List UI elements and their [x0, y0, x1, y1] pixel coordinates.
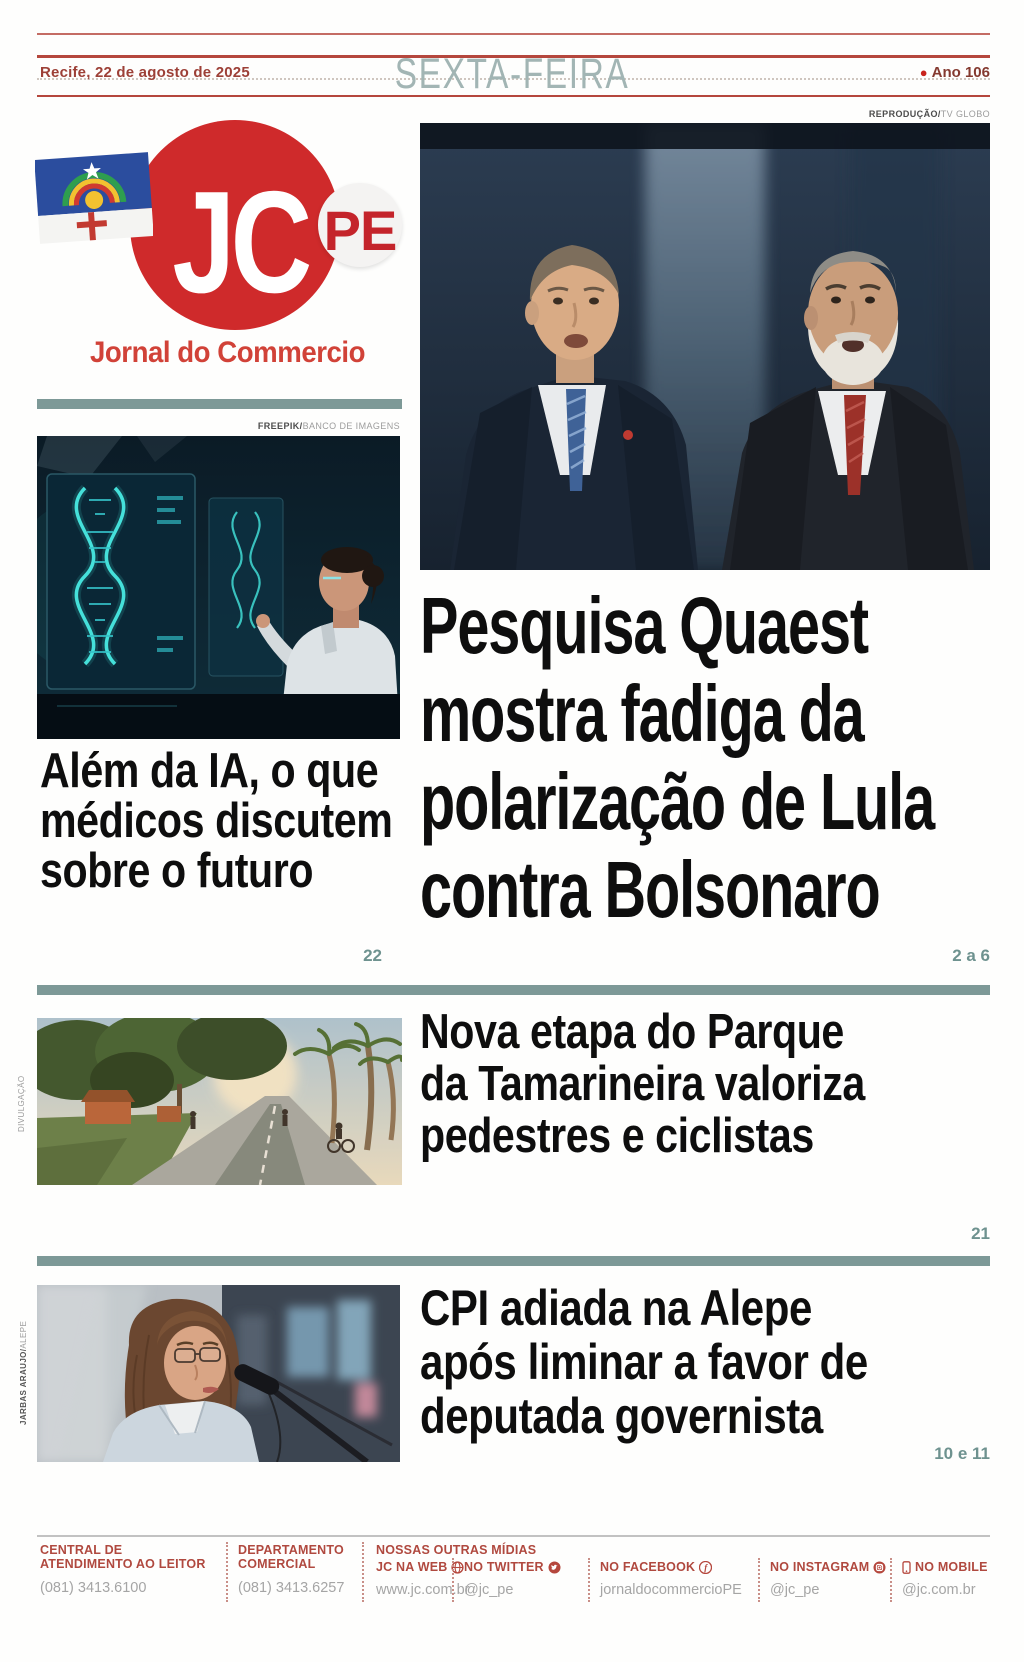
channel-label: NO TWITTER [464, 1560, 544, 1574]
weekday-title: SEXTA-FEIRA [394, 50, 630, 98]
headline-line: pedestres e ciclistas [420, 1109, 814, 1163]
channel-label: NO MOBILE [915, 1560, 988, 1574]
jc-logo-letters: JC [172, 161, 308, 323]
edition-bullet-icon: ● [919, 65, 928, 80]
main-page-ref: 2 a 6 [952, 946, 990, 965]
section-divider [37, 399, 402, 409]
park-photo-credit: DIVULGAÇÃO [17, 1075, 26, 1132]
channel-value: www.jc.com.br [376, 1582, 470, 1598]
headline-line: Além da IA, o que [40, 744, 379, 798]
park-page-ref: 21 [971, 1224, 990, 1243]
channel-label: NO INSTAGRAM [770, 1560, 870, 1574]
channel-value: @jc_pe [770, 1582, 820, 1598]
debate-photo [420, 123, 990, 570]
health-page-ref: 22 [363, 946, 382, 965]
mobile-icon [902, 1561, 911, 1574]
cpi-photo-credit: JARBAS ARAUJO/ALEPE [19, 1320, 28, 1425]
footer-label: COMERCIAL [238, 1557, 316, 1571]
footer-separator [588, 1558, 590, 1602]
channel-label: NO FACEBOOK [600, 1560, 696, 1574]
footer-channel-twitter [464, 1560, 561, 1598]
headline-line: após liminar a favor de [420, 1334, 868, 1390]
headline-line: médicos discutem [40, 794, 393, 848]
footer-rule [37, 1535, 990, 1537]
headline-line: polarização de Lula [420, 757, 935, 846]
footer-label: CENTRAL DE [40, 1543, 123, 1557]
main-headline [420, 582, 990, 934]
facebook-icon [699, 1561, 712, 1574]
headline-line: CPI adiada na Alepe [420, 1280, 812, 1336]
footer-label: DEPARTAMENTO [238, 1543, 344, 1557]
pe-badge-letters: PE [323, 199, 397, 262]
footer-phone: (081) 3413.6100 [40, 1580, 147, 1596]
headline-line: Pesquisa Quaest [420, 581, 869, 670]
park-headline [420, 1006, 990, 1162]
footer-channel-facebook [600, 1560, 742, 1598]
cpi-headline [420, 1281, 990, 1443]
svg-text:f: f [704, 1562, 708, 1573]
headline-line: sobre o futuro [40, 844, 314, 898]
health-headline [40, 746, 403, 896]
logo-wordmark: Jornal do Commercio [90, 336, 365, 369]
footer-commercial [238, 1543, 344, 1596]
footer-label: ATENDIMENTO AO LEITOR [40, 1557, 206, 1571]
top-rule [37, 33, 990, 35]
edition-year: Ano 106 [931, 64, 990, 81]
park-photo [37, 1018, 402, 1185]
main-photo-credit: REPRODUÇÃO/TV GLOBO [868, 109, 990, 119]
footer-other-media-title: NOSSAS OUTRAS MÍDIAS [376, 1543, 537, 1557]
footer-channel-instagram [770, 1560, 886, 1598]
deputy-photo [37, 1285, 400, 1462]
pernambuco-flag-icon [35, 148, 153, 248]
headline-line: contra Bolsonaro [420, 845, 880, 934]
twitter-icon [548, 1561, 561, 1574]
footer-reader-service [40, 1543, 206, 1596]
headline-line: Nova etapa do Parque [420, 1005, 844, 1059]
instagram-icon [873, 1561, 886, 1574]
science-photo [37, 436, 400, 739]
footer-channel-mobile [902, 1560, 988, 1598]
channel-value: jornaldocommercioPE [600, 1582, 742, 1598]
headline-line: da Tamarineira valoriza [420, 1057, 865, 1111]
section-divider [37, 985, 990, 995]
headline-line: deputada governista [420, 1388, 823, 1444]
footer-separator [226, 1542, 228, 1602]
footer-phone: (081) 3413.6257 [238, 1580, 345, 1596]
channel-value: @jc_pe [464, 1582, 514, 1598]
headline-line: mostra fadiga da [420, 669, 864, 758]
footer-channel-web [376, 1560, 469, 1598]
edition-date: Recife, 22 de agosto de 2025 [40, 64, 250, 81]
footer-separator [758, 1558, 760, 1602]
health-photo-credit: FREEPIK/BANCO DE IMAGENS [257, 421, 400, 431]
footer-separator [890, 1558, 892, 1602]
channel-value: @jc.com.br [902, 1582, 976, 1598]
footer-separator [362, 1542, 364, 1602]
cpi-page-ref: 10 e 11 [934, 1444, 990, 1463]
channel-label: JC NA WEB [376, 1560, 448, 1574]
section-divider [37, 1256, 990, 1266]
footer-separator [452, 1558, 454, 1602]
